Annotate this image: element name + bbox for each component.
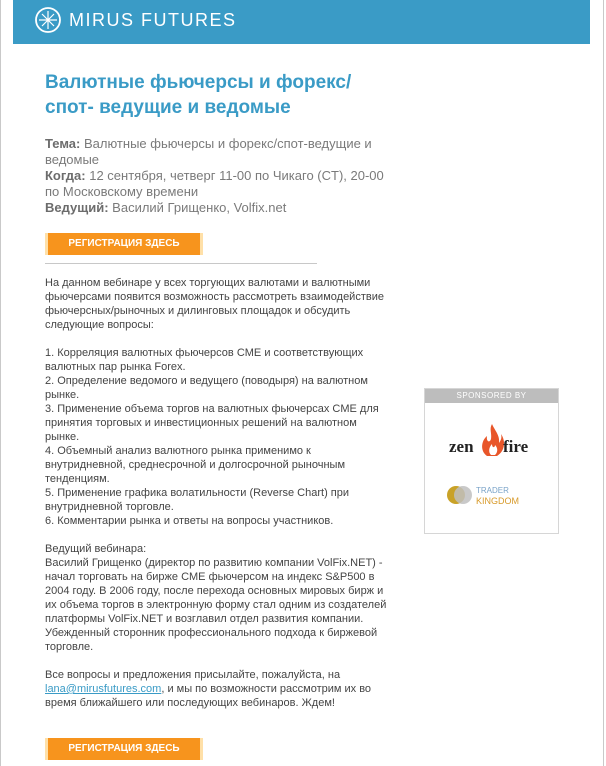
contact-paragraph xyxy=(45,668,390,710)
trader-kingdom-logo[interactable] xyxy=(445,479,545,511)
host-label: Ведущий: xyxy=(45,200,109,215)
svg-text:zen: zen xyxy=(449,437,474,456)
contact-text-after: , и мы по возможности рассмотрим их во время ближайшего или последующих вебинаров. Ждем! xyxy=(45,683,372,709)
when-label: Когда: xyxy=(45,168,86,183)
list-item: 2. Определение ведомого и ведущего (поводыря) на валютном рынке. xyxy=(45,375,368,401)
list-item: 1. Корреляция валютных фьючерсов CME и соответствующих валютных пар рынка Forex. xyxy=(45,347,364,373)
mirus-logo-icon xyxy=(35,7,61,33)
zen-fire-logo[interactable] xyxy=(447,421,542,465)
brand-name: MIRUS FUTURES xyxy=(69,10,237,30)
header-banner xyxy=(13,0,590,44)
register-button-bottom[interactable]: РЕГИСТРАЦИЯ ЗДЕСЬ xyxy=(45,738,203,760)
page-title: Валютные фьючерсы и форекс/ спот- ведущие и ведомые xyxy=(45,72,352,118)
when-value: 12 сентября, четверг 11-00 по Чикаго (CT), 20-00 по Московскому времени xyxy=(45,168,384,199)
svg-text:KINGDOM: KINGDOM xyxy=(476,496,520,506)
list-item: 3. Применение объема торгов на валютных фьючерсах CME для принятия торговых и инвестиционных решений на валютном рынке. xyxy=(45,403,379,443)
list-item: 4. Объемный анализ валютного рынка применимо к внутридневной, среднесрочной и долгосрочной рыночным тенденциям. xyxy=(45,445,346,485)
host-value: Василий Грищенко, Volfix.net xyxy=(112,200,287,215)
host-heading: Ведущий вебинара: xyxy=(45,543,147,555)
svg-text:TRADER: TRADER xyxy=(476,486,509,495)
list-item: 6. Комментарии рынка и ответы на вопросы участников. xyxy=(45,515,334,527)
event-meta xyxy=(45,136,390,216)
contact-email-link[interactable]: lana@mirusfutures.com xyxy=(45,683,162,695)
list-item: 5. Применение графика волатильности (Reverse Chart) при внутридневной торговле. xyxy=(45,487,350,513)
register-button-top[interactable]: РЕГИСТРАЦИЯ ЗДЕСЬ xyxy=(45,233,203,255)
topic-label: Тема: xyxy=(45,136,81,151)
article-header xyxy=(45,70,390,216)
contact-text-before: Все вопросы и предложения присылайте, пожалуйста, на xyxy=(45,669,341,681)
intro-paragraph: На данном вебинаре у всех торгующих валютами и валютными фьючерсами появится возможность рассмотреть взаимодействие фьючерсных/рыночных и дилинговых площадок и обсудить следующие вопросы: xyxy=(45,277,384,331)
article-body xyxy=(45,276,390,710)
svg-text:fire: fire xyxy=(503,437,529,456)
topic-value: Валютные фьючерсы и форекс/спот-ведущие и ведомые xyxy=(45,136,372,167)
divider xyxy=(45,263,317,264)
sponsor-heading: SPONSORED BY xyxy=(425,389,558,403)
host-bio: Василий Грищенко (директор по развитию компании VolFix.NET) - начал торговать на бирже CME фьючерсом на индекс S&P500 в 2004 году. В 2006 году, после перехода основных мировых бирж и их объема торгов в электронную форму стал одним из создателей платформы VolFix.NET и возглавил отдел развития компании. Убежденный сторонник профессионального подхода к биржевой торговле. xyxy=(45,557,387,653)
sponsor-box xyxy=(424,388,559,534)
